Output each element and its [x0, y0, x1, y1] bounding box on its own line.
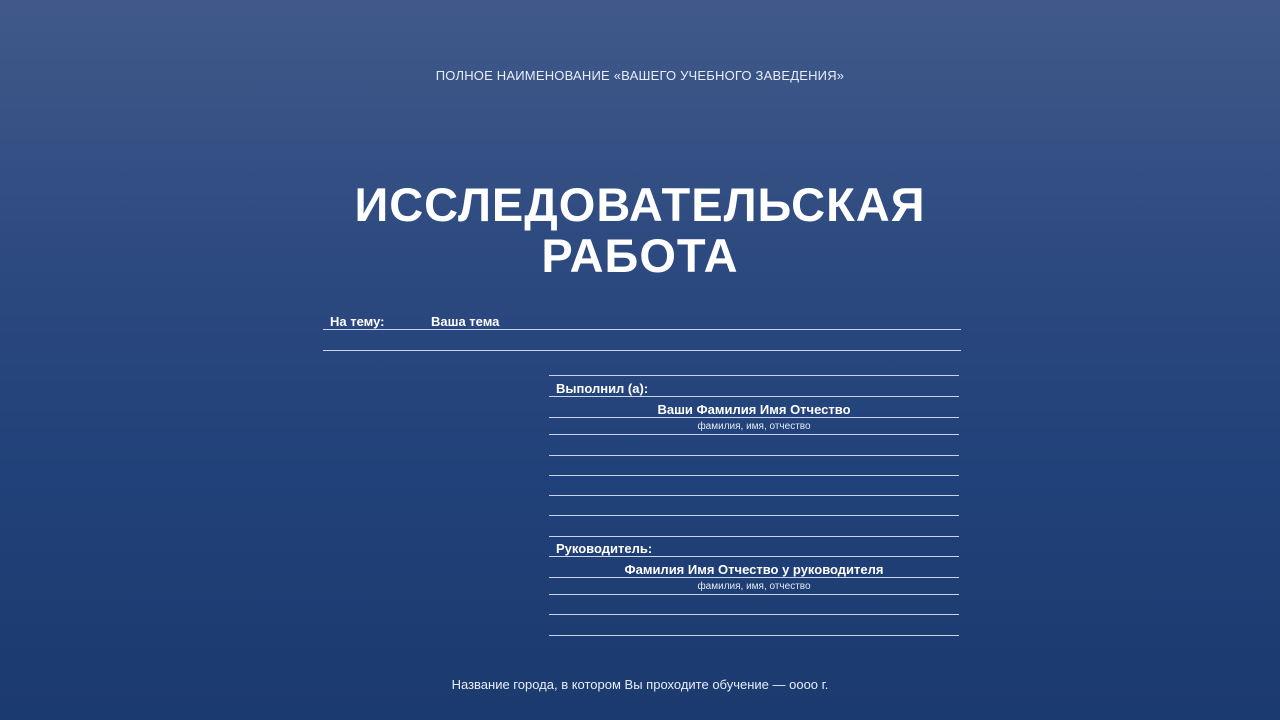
- author-label-rule: [549, 396, 959, 397]
- author-rule-1: [549, 434, 959, 435]
- institution-name: ПОЛНОЕ НАИМЕНОВАНИЕ «ВАШЕГО УЧЕБНОГО ЗАВЕДЕНИЯ»: [435, 68, 845, 83]
- topic-value: Ваша тема: [431, 314, 500, 329]
- title-line-2: РАБОТА: [541, 228, 739, 282]
- author-name-rule: [549, 417, 959, 418]
- author-rule-2: [549, 455, 959, 456]
- author-label: Выполнил (а):: [556, 381, 649, 396]
- supervisor-rule-3: [549, 635, 959, 636]
- supervisor-rule-1: [549, 594, 959, 595]
- city-year: Название города, в котором Вы проходите обучение — oooo г.: [451, 677, 829, 692]
- author-name: Ваши Фамилия Имя Отчество: [657, 402, 851, 417]
- author-rule-6: [549, 536, 959, 537]
- topic-underline-1: [323, 329, 961, 330]
- supervisor-hint: фамилия, имя, отчество: [697, 581, 811, 592]
- topic-underline-2: [323, 350, 961, 351]
- author-rule-4: [549, 495, 959, 496]
- author-rule-3: [549, 475, 959, 476]
- supervisor-name: Фамилия Имя Отчество у руководителя: [624, 562, 884, 577]
- author-rule-5: [549, 515, 959, 516]
- supervisor-label-rule: [549, 556, 959, 557]
- author-hint: фамилия, имя, отчество: [697, 421, 811, 432]
- supervisor-label: Руководитель:: [556, 541, 653, 556]
- supervisor-rule-2: [549, 614, 959, 615]
- page-title: [0, 180, 1280, 282]
- author-top-rule: [549, 375, 959, 376]
- supervisor-name-rule: [549, 577, 959, 578]
- topic-label: На тему:: [330, 314, 385, 329]
- title-line-1: ИССЛЕДОВАТЕЛЬСКАЯ: [354, 178, 926, 231]
